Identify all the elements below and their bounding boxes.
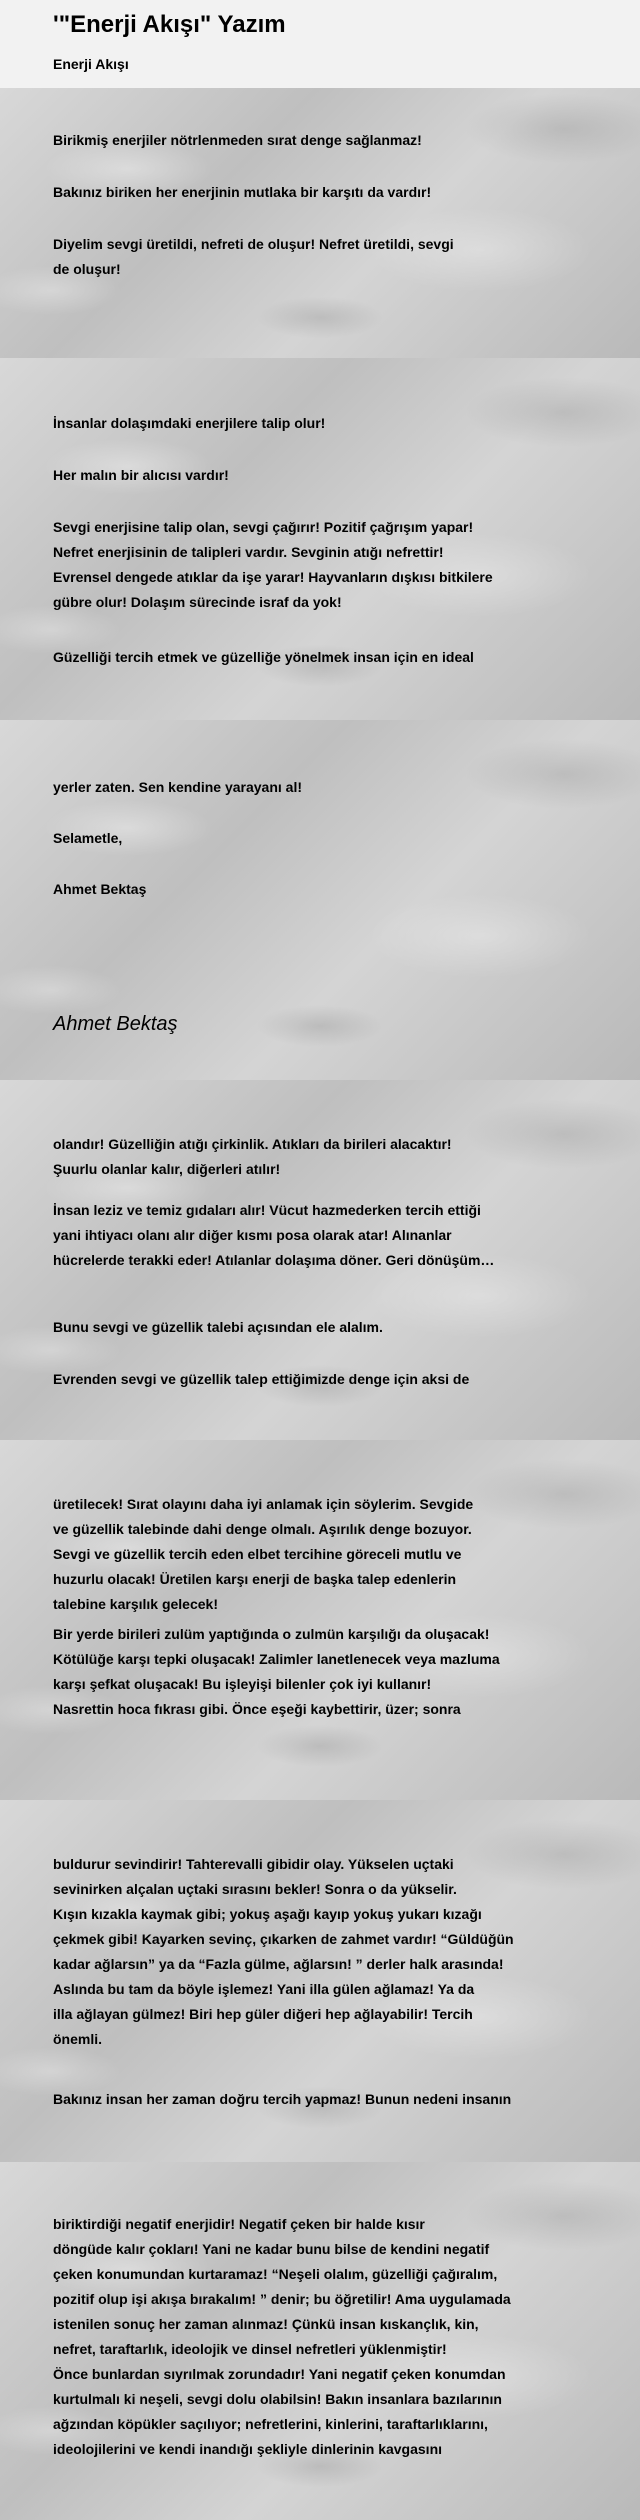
paragraph: Her malın bir alıcısı vardır!	[53, 467, 229, 483]
author-name: Ahmet Bektaş	[53, 881, 147, 897]
paragraph: İnsanlar dolaşımdaki enerjilere talip olur!	[53, 415, 326, 431]
author-signature: Ahmet Bektaş	[53, 1013, 178, 1035]
paragraph: Sevgi enerjisine talip olan, sevgi çağırır! Pozitif çağrışım yapar! Nefret enerjisinin de talipleri vardır. Sevginin atığı nefrettir! Evrensel dengede atıklar da işe yarar! Hayvanların dışkısı bitkilere gübre olur! Dolaşım sürecinde israf da yok!	[53, 519, 493, 610]
paragraph: Birikmiş enerjiler nötrlenmeden sırat denge sağlanmaz!	[53, 132, 422, 148]
paragraph: Güzelliği tercih etmek ve güzelliğe yönelmek insan için en ideal	[53, 649, 474, 665]
paragraph: Evrenden sevgi ve güzellik talep ettiğimizde denge için aksi de	[53, 1371, 470, 1387]
paragraph: Diyelim sevgi üretildi, nefreti de oluşur! Nefret üretildi, sevgi de oluşur!	[53, 236, 454, 277]
paragraph: Selametle,	[53, 830, 123, 846]
page-subtitle: Enerji Akışı	[53, 56, 129, 72]
paragraph: üretilecek! Sırat olayını daha iyi anlamak için söylerim. Sevgide ve güzellik talebinde dahi denge olmalı. Aşırılık denge bozuyor. Sevgi ve güzellik tercih eden elbet tercihine göreceli mutlu ve huzurlu olacak! Üretilen karşı enerji de başka talep edenlerin talebine karşılık gelecek!	[53, 1496, 474, 1612]
paragraph: buldurur sevindirir! Tahterevalli gibidir olay. Yükselen uçtaki sevinirken alçalan uçtaki sırasını bekler! Sonra o da yükselir. Kışın kızakla kaymak gibi; yokuş aşağı kayıp yokuş yukarı kızağı çekmek gibi! Kayarken sevinç, çıkarken de zahmet vardır! “Güldüğün kadar ağlarsın” ya da “Fazla gülme, ağlarsın! ” derler halk arasında! Aslında bu tam da böyle işlemez! Yani illa gülen ağlamaz! Ya da illa ağlayan gülmez! Biri hep güler diğeri hep ağlayabilir! Tercih önemli.	[53, 1856, 514, 2047]
paragraph: Bakınız insan her zaman doğru tercih yapmaz! Bunun nedeni insanın	[53, 2091, 512, 2107]
paragraph: Bir yerde birileri zulüm yaptığında o zulmün karşılığı da oluşacak! Kötülüğe karşı tepki oluşacak! Zalimler lanetlenecek veya mazluma karşı şefkat oluşacak! Bu işleyişi bilenler çok iyi kullanır! Nasrettin hoca fıkrası gibi. Önce eşeği kaybettirir, üzer; sonra	[53, 1626, 500, 1717]
paragraph: yerler zaten. Sen kendine yarayanı al!	[53, 779, 303, 795]
header	[0, 0, 640, 88]
paragraph: Bakınız biriken her enerjinin mutlaka bir karşıtı da vardır!	[53, 184, 432, 200]
paragraph: olandır! Güzelliğin atığı çirkinlik. Atıkları da birileri alacaktır! Şuurlu olanlar kalır, diğerleri atılır!	[53, 1136, 452, 1177]
paragraph: Bunu sevgi ve güzellik talebi açısından ele alalım.	[53, 1319, 383, 1335]
page-title: '"Enerji Akışı" Yazım	[53, 11, 286, 38]
paragraph: biriktirdiği negatif enerjidir! Negatif çeken bir halde kısır döngüde kalır çokları! Yani ne kadar bunu bilse de kendini negatif çeken konumundan kurtaramaz! “Neşeli olalım, güzelliği çağıralım, pozitif olup işi akışa bırakalım! ” denir; bu öğretilir! Ama uygulamada istenilen sonuç her zaman alınmaz! Çünkü insan kıskançlık, kin, nefret, taraftarlık, ideolojik ve dinsel nefretleri yüklenmiştir! Önce bunlardan sıyrılmak zorundadır! Yani negatif çeken konumdan kurtulmalı ki neşeli, sevgi dolu olabilsin! Bakın insanlara bazılarının ağzından köpükler saçılıyor; nefretlerini, kinlerini, taraftarlıklarını, ideolojilerini ve kendi inandığı şekliyle dinlerinin kavgasını	[53, 2216, 511, 2457]
paragraph: İnsan leziz ve temiz gıdaları alır! Vücut hazmederken tercih ettiği yani ihtiyacı olanı alır diğer kısmı posa olarak atar! Alınanlar hücrelerde terakki eder! Atılanlar dolaşıma döner. Geri dönüşüm…	[53, 1202, 495, 1268]
